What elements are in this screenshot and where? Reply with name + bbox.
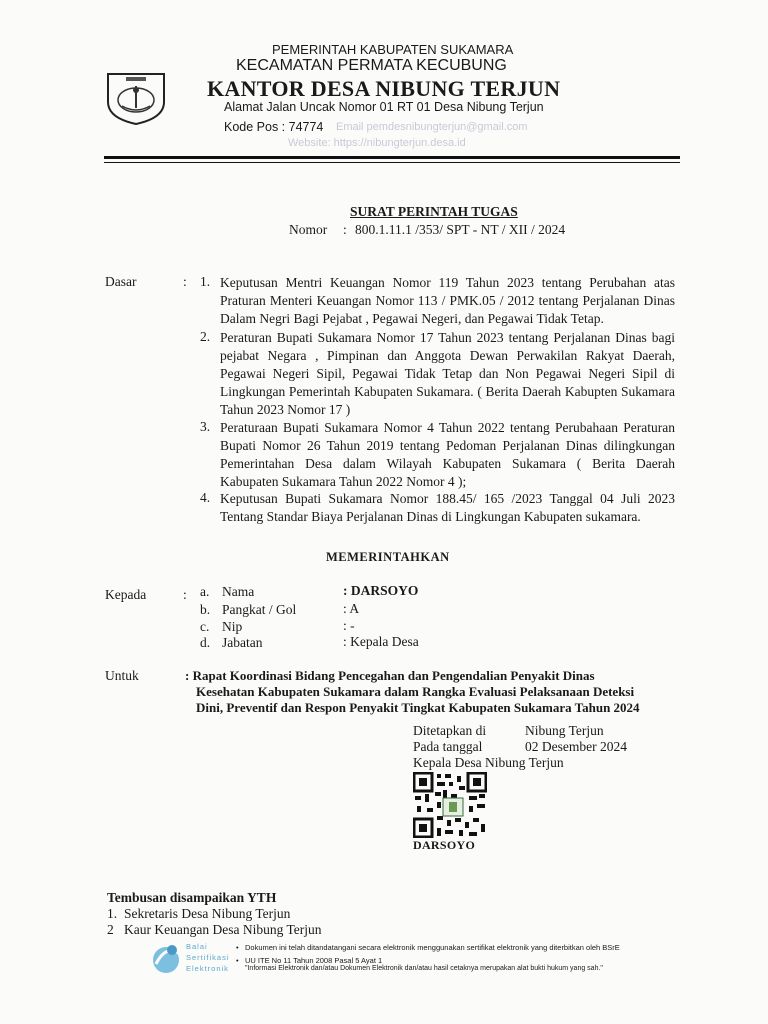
header-postal: Kode Pos : 74774 (224, 120, 324, 134)
untuk-text-line2: Kesehatan Kabupaten Sukamara dalam Rangka Evaluasi Pelaksanaan Deteksi (196, 684, 635, 699)
tembusan-item-num: 2 (107, 922, 114, 937)
sign-place-value: Nibung Terjun (525, 723, 604, 738)
header-address: Alamat Jalan Uncak Nomor 01 RT 01 Desa Nibung Terjun (224, 100, 544, 114)
dasar-item-num: 3. (200, 419, 211, 434)
tembusan-heading: Tembusan disampaikan YTH (107, 890, 277, 905)
dasar-sep: : (183, 274, 187, 289)
footer-note-signed: Dokumen ini telah ditandatangani secara elektronik menggunakan sertifikat elektronik yang diterbitkan oleh BSrE (245, 943, 620, 952)
header-district: KECAMATAN PERMATA KECUBUNG (236, 57, 507, 74)
kepada-letter: a. (200, 584, 210, 599)
kepada-letter: d. (200, 635, 211, 650)
tembusan-item-text: Kaur Keuangan Desa Nibung Terjun (124, 922, 322, 937)
bsre-logo (150, 940, 240, 978)
sign-name: DARSOYO (413, 838, 476, 852)
dasar-item-text: Peraturaan Bupati Sukamara Nomor 4 Tahun 2022 tentang Perubahaan Peraturan Bupati Nomor 26 Tahun 2019 tentang Pedoman Perjalanan Dinas dilingkungan Pemerintahan Desa dalam Wilayah Kabupaten Sukamara ( Berita Daerah Kabupaten Sukamara Tahun 2022 Nomor 4 ); (220, 420, 675, 489)
kepada-key: Pangkat / Gol (222, 602, 297, 617)
document-title: SURAT PERINTAH TUGAS (350, 204, 518, 219)
number-sep: : (343, 222, 347, 237)
dasar-item-text: Keputusan Mentri Keuangan Nomor 119 Tahun 2023 tentang Perubahan atas Praturan Menteri Keuangan Nomor 113 / PMK.05 / 2012 tentang Perjalanan Dinas Dalam Negri Bagi Pejabat , Pegawai Negeri, dan Pegawai Tidak Tetap. (220, 275, 675, 326)
untuk-text-line1: : Rapat Koordinasi Bidang Pencegahan dan Pengendalian Penyakit Dinas (185, 668, 595, 683)
bsre-line2: Sertifikasi (186, 953, 230, 962)
header-email: Email pemdesnibungterjun@gmail.com (336, 121, 528, 133)
signature-qr-code (413, 772, 487, 838)
tembusan-item-num: 1. (107, 906, 118, 921)
footer-note-law: UU ITE No 11 Tahun 2008 Pasal 5 Ayat 1 (245, 956, 383, 965)
kepada-value-name: : DARSOYO (343, 583, 419, 598)
kepada-letter: b. (200, 602, 211, 617)
kepada-letter: c. (200, 619, 210, 634)
kepada-label: Kepada (105, 587, 147, 602)
header-rule-thin (104, 162, 680, 163)
sign-place-label: Ditetapkan di (413, 723, 487, 738)
untuk-label: Untuk (105, 668, 139, 683)
header-website: Website: https://nibungterjun.desa.id (288, 137, 466, 149)
tembusan-item-text: Sekretaris Desa Nibung Terjun (124, 906, 291, 921)
dasar-label: Dasar (105, 274, 137, 289)
sign-date-value: 02 Desember 2024 (525, 739, 627, 754)
dasar-item-num: 2. (200, 329, 211, 344)
header-rule-thick (104, 156, 680, 159)
dasar-item-text: Keputusan Bupati Sukamara Nomor 188.45/ 165 /2023 Tanggal 04 Juli 2023 Tentang Standar Biaya Perjalanan Dinas di Lingkungan Kabupaten sukamara. (220, 491, 675, 524)
header-government: PEMERINTAH KABUPATEN SUKAMARA (272, 42, 514, 57)
untuk-text-line3: Dini, Preventif dan Respon Penyakit Tingkat Kabupaten Sukamara Tahun 2024 (196, 700, 640, 715)
footer-note-quote: "Informasi Elektronik dan/atau Dokumen Elektronik dan/atau hasil cetaknya merupakan alat bukti hukum yang sah." (245, 965, 603, 972)
kepada-key: Nip (222, 619, 243, 634)
number-value: 800.1.11.1 /353/ SPT - NT / XII / 2024 (355, 222, 566, 237)
dasar-item-text: Peraturan Bupati Sukamara Nomor 17 Tahun 2023 tentang Perjalanan Dinas bagi pejabat Negara , Pimpinan dan Anggota Dewan Perwakilan Rakyat Daerah, Pegawai Negeri Sipil, Pegawai Tidak Tetap dan Non Pegawai Negeri Sipil di Lingkungan Pemerintah Kabupaten Sukamara. ( Berita Daerah Kabupten Sukamara Tahun 2023 Nomor 17 ) (220, 330, 675, 417)
bsre-line3: Elektronik (186, 964, 229, 973)
kepada-value: : Kepala Desa (343, 634, 419, 649)
regency-logo (100, 68, 172, 126)
kepada-sep: : (183, 587, 187, 602)
sign-position: Kepala Desa Nibung Terjun (413, 755, 564, 770)
kepada-key: Jabatan (222, 635, 263, 650)
number-label: Nomor (289, 222, 328, 237)
kepada-value: : A (343, 601, 360, 616)
kepada-value: : - (343, 618, 355, 633)
sign-date-label: Pada tanggal (413, 739, 483, 754)
footer-bullet: • (236, 956, 239, 965)
footer-bullet: • (236, 943, 239, 952)
header-office: KANTOR DESA NIBUNG TERJUN (207, 76, 561, 101)
bsre-line1: Balai (186, 942, 208, 951)
dasar-item-num: 1. (200, 274, 211, 289)
dasar-item-num: 4. (200, 490, 211, 505)
kepada-key: Nama (222, 584, 255, 599)
section-memerintahkan: MEMERINTAHKAN (326, 550, 450, 564)
